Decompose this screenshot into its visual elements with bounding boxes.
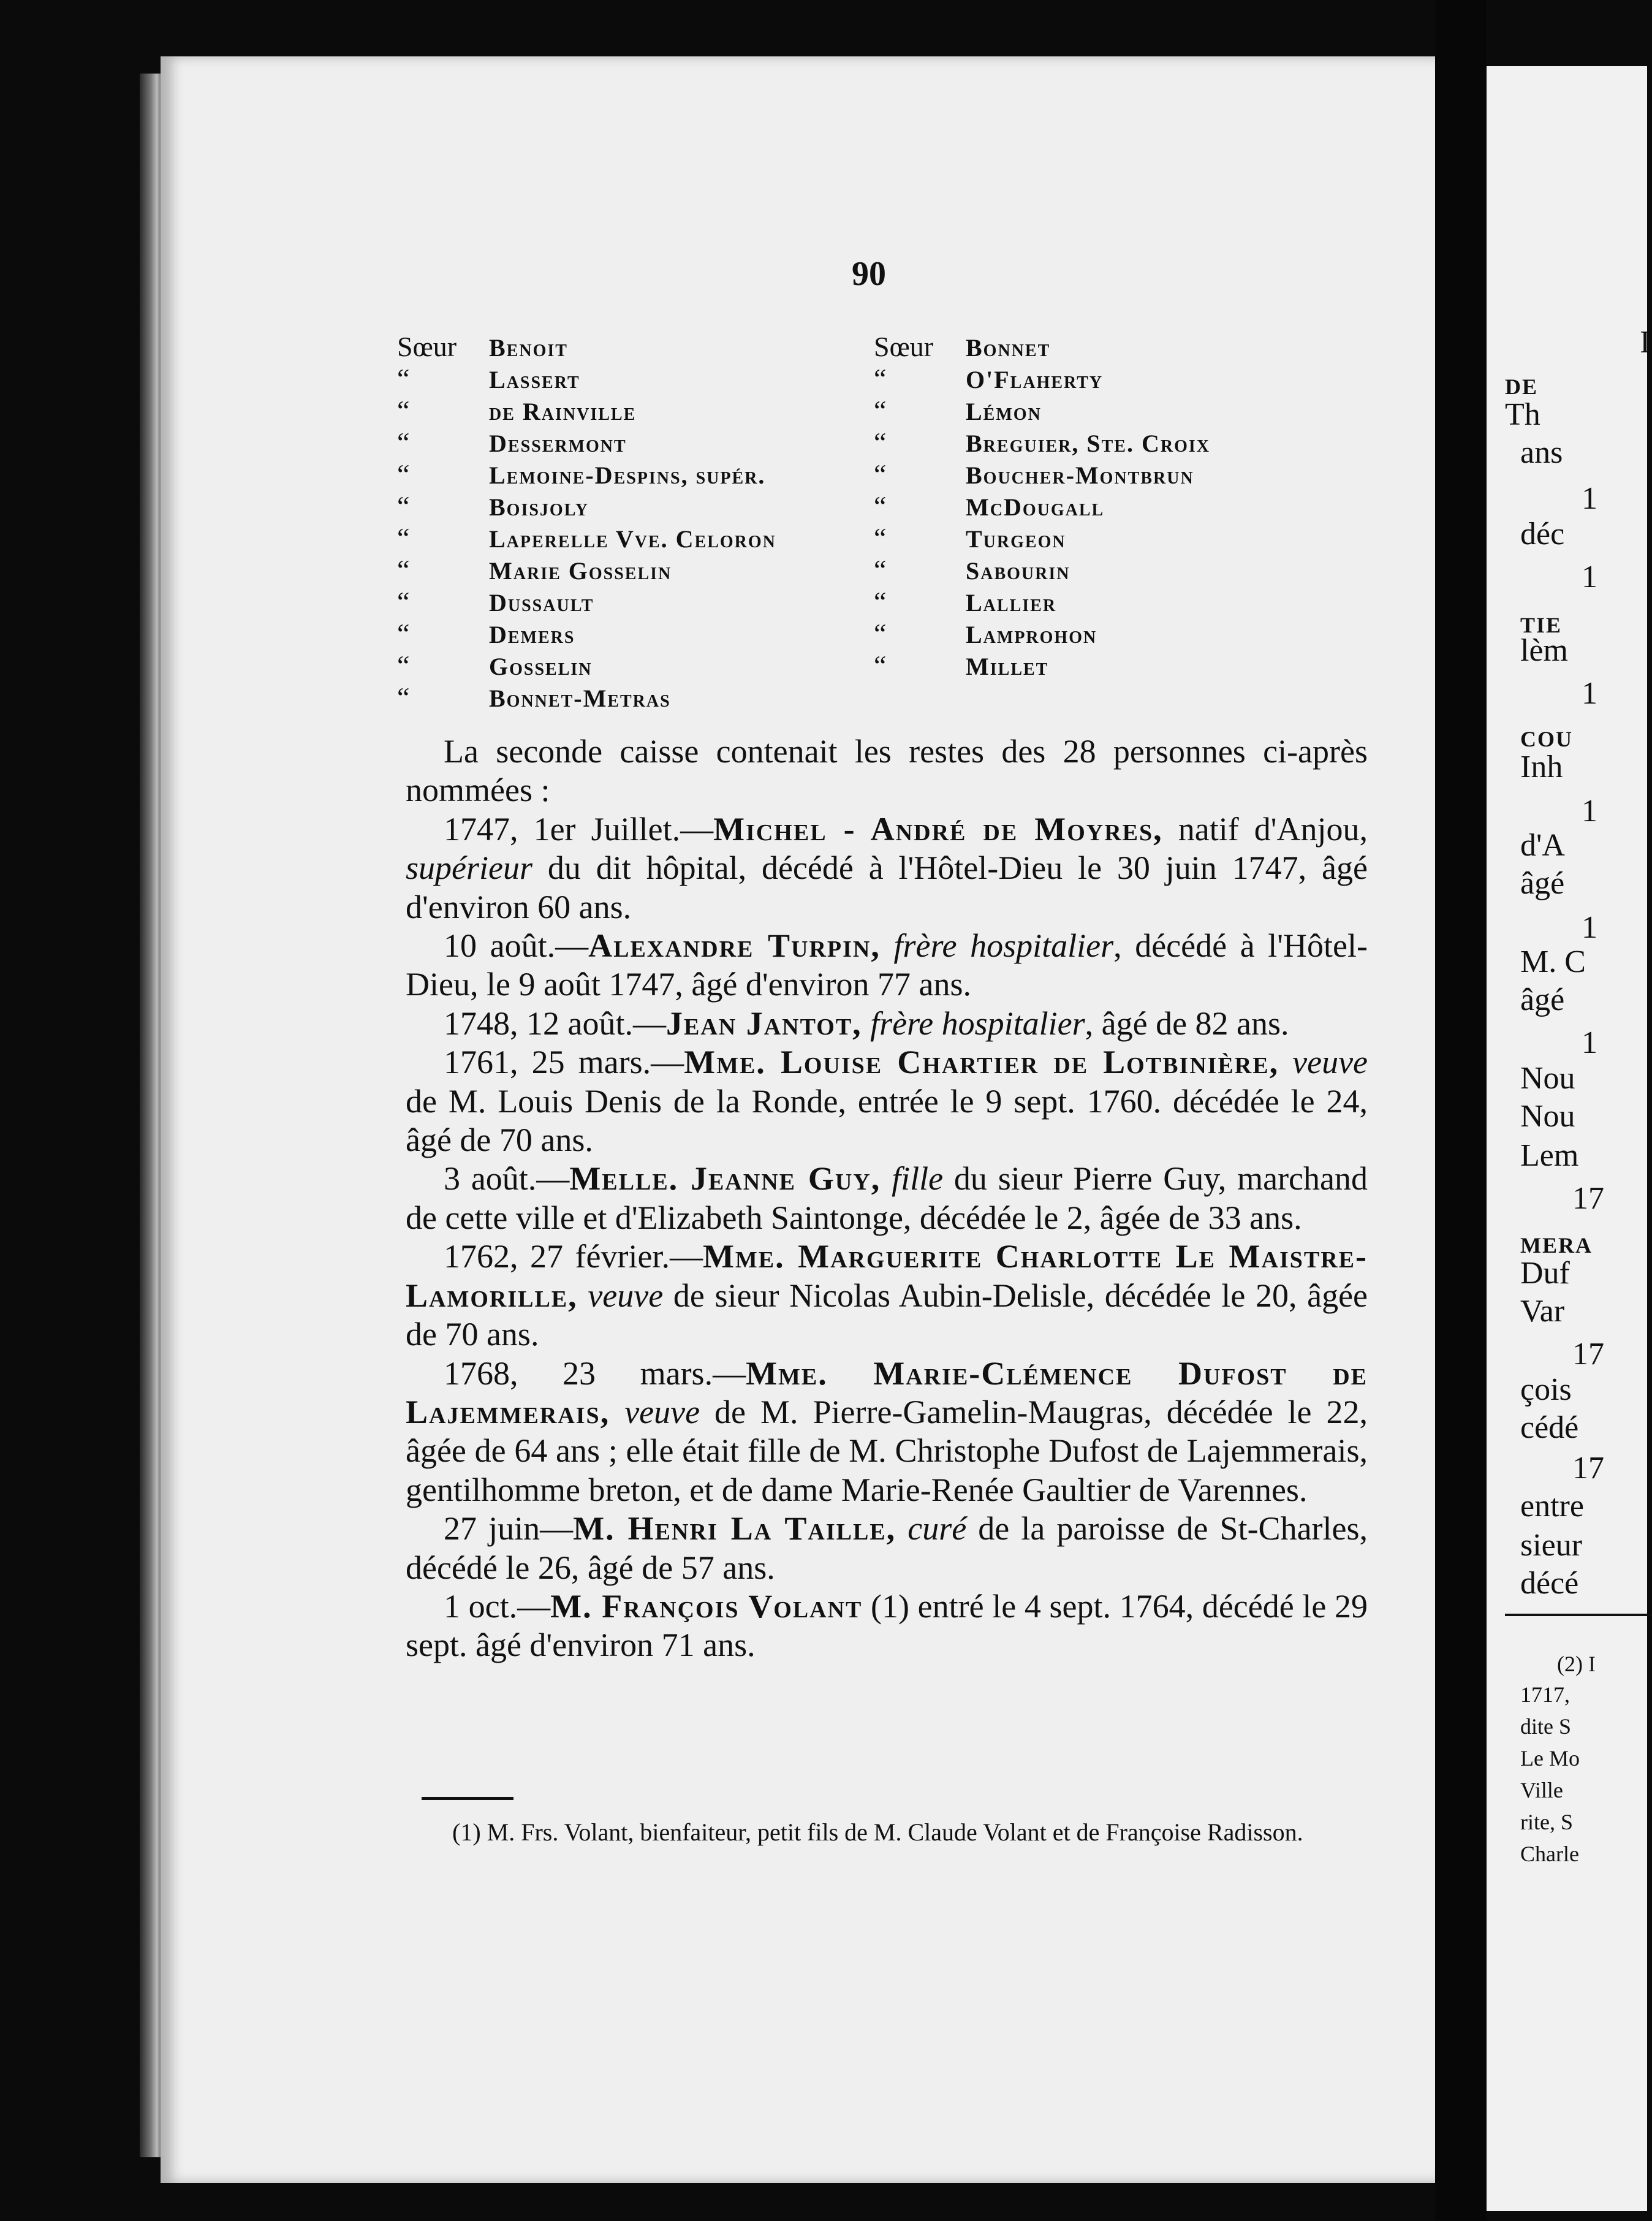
list-item bbox=[397, 554, 887, 586]
ditto-mark: “ bbox=[397, 586, 410, 617]
entry-text bbox=[881, 927, 894, 964]
entry-date: 27 juin— bbox=[444, 1510, 574, 1547]
right-footnote-fragment: Le Mo bbox=[1520, 1746, 1580, 1771]
entry-name: Alexandre Turpin, bbox=[588, 927, 881, 965]
right-page-fragment: ans bbox=[1520, 435, 1563, 470]
entry-text: de M. Louis Denis de la Ronde, entrée le 9 sept. 1760. décédée le 24, âgé de 70 ans. bbox=[406, 1082, 1368, 1159]
right-page-fragment: 17 bbox=[1572, 1181, 1604, 1216]
right-page-fragment: çois bbox=[1520, 1372, 1572, 1407]
right-page-fragment: DE bbox=[1505, 374, 1539, 399]
entry-text: du sieur Pierre Guy, marchand de cette ville et d'Elizabeth Saintonge, décédée le 2, âgée de 33 ans. bbox=[406, 1160, 1368, 1236]
entry-paragraph bbox=[406, 1587, 1368, 1665]
right-page-fragment: Duf bbox=[1520, 1256, 1570, 1291]
ditto-mark: “ bbox=[397, 395, 410, 426]
right-page-fragment: 1 bbox=[1582, 560, 1597, 594]
entry-text bbox=[578, 1277, 588, 1314]
list-item bbox=[874, 458, 1303, 490]
right-page-fragment: âgé bbox=[1520, 866, 1565, 901]
right-page-fragment: Var bbox=[1520, 1294, 1565, 1329]
entry-date: 1 oct.— bbox=[444, 1587, 551, 1625]
entry-text: , décédé à l'Hôtel-Dieu, le 9 août 1747, âgé d'environ 77 ans. bbox=[406, 927, 1368, 1003]
ditto-mark: “ bbox=[874, 586, 887, 617]
ditto-mark: “ bbox=[874, 395, 887, 426]
footnote: (1) M. Frs. Volant, bienfaiteur, petit fils de M. Claude Volant et de Françoise Radisson. bbox=[452, 1818, 1303, 1846]
nuns-list-right bbox=[874, 331, 1303, 681]
entry-name: M. Henri La Taille, bbox=[573, 1510, 896, 1547]
right-page-fragment: 1 bbox=[1582, 481, 1597, 516]
right-page-fragment: 1 bbox=[1582, 794, 1597, 829]
ditto-mark: “ bbox=[874, 363, 887, 394]
entry-date: 1761, 25 mars.— bbox=[444, 1044, 684, 1081]
ditto-mark: “ bbox=[397, 554, 410, 585]
entry-text: natif d'Anjou, bbox=[1162, 810, 1368, 848]
entry-text: de sieur Nicolas Aubin-Delisle, décédée le 20, âgée de 70 ans. bbox=[406, 1277, 1368, 1353]
ditto-mark: “ bbox=[397, 490, 410, 522]
right-page-fragment: décé bbox=[1520, 1566, 1579, 1601]
list-item bbox=[397, 363, 887, 395]
ditto-mark: “ bbox=[874, 427, 887, 458]
entry-role: fille bbox=[892, 1160, 944, 1198]
ditto-mark: “ bbox=[397, 458, 410, 490]
list-item bbox=[397, 586, 887, 618]
entry-text bbox=[896, 1510, 907, 1547]
list-mark: Sœur bbox=[397, 331, 457, 362]
entry-role: veuve bbox=[588, 1277, 664, 1314]
entry-paragraph bbox=[406, 1004, 1368, 1043]
entry-name: Mme. Louise Chartier de Lotbinière, bbox=[684, 1044, 1279, 1081]
ditto-mark: “ bbox=[397, 618, 410, 649]
ditto-mark: “ bbox=[874, 618, 887, 649]
list-item bbox=[874, 618, 1303, 650]
right-page-fragment: I bbox=[1640, 325, 1651, 360]
list-name: de Rainville bbox=[489, 398, 637, 425]
entry-name: Mme. Marie-Clémence Dufost de Lajemmerais, bbox=[406, 1354, 1368, 1430]
entry-role: veuve bbox=[624, 1393, 700, 1430]
entry-date: 10 août.— bbox=[444, 927, 589, 965]
entry-name: Mme. Marguerite Charlotte Le Maistre-Lamorille, bbox=[406, 1238, 1368, 1314]
list-item bbox=[874, 427, 1303, 458]
right-page-fragment: Nou bbox=[1520, 1099, 1575, 1134]
page-gutter bbox=[1435, 0, 1487, 2221]
right-page-fragment: déc bbox=[1520, 517, 1565, 552]
list-name: Demers bbox=[489, 621, 575, 648]
entry-text bbox=[1279, 1044, 1292, 1080]
ditto-mark: “ bbox=[874, 490, 887, 522]
entry-text: du dit hôpital, décédé à l'Hôtel-Dieu le 30 juin 1747, âgé d'environ 60 ans. bbox=[406, 849, 1368, 925]
entry-text bbox=[610, 1394, 624, 1430]
list-item bbox=[397, 522, 887, 554]
list-item bbox=[874, 650, 1303, 681]
body-text bbox=[406, 732, 1368, 1665]
right-page-fragment: 1 bbox=[1582, 676, 1597, 711]
entry-role: frère hospitalier bbox=[893, 927, 1114, 965]
ditto-mark: “ bbox=[397, 427, 410, 458]
list-name: Lemoine-Despins, supér. bbox=[489, 461, 766, 489]
right-page-fragment: M. C bbox=[1520, 944, 1586, 979]
list-name: McDougall bbox=[966, 493, 1105, 521]
list-name: Boucher-Montbrun bbox=[966, 461, 1194, 489]
right-page-fragment: MERA bbox=[1520, 1233, 1593, 1258]
entry-date: 3 août.— bbox=[444, 1160, 570, 1198]
list-name: Laperelle Vve. Celoron bbox=[489, 525, 776, 553]
entry-text: de M. Pierre-Gamelin-Maugras, décédée le 22, âgée de 64 ans ; elle était fille de M. Christophe Dufost de Lajemmerais, gentilhomme breton, et de dame Marie-Renée Gaultier de Varennes. bbox=[406, 1393, 1368, 1508]
list-item bbox=[397, 458, 887, 490]
list-item bbox=[397, 427, 887, 458]
right-page bbox=[1487, 66, 1651, 2211]
right-page-fragment: 17 bbox=[1572, 1451, 1604, 1486]
list-name: Sabourin bbox=[966, 557, 1070, 585]
right-footnote-fragment: Ville bbox=[1520, 1778, 1563, 1802]
entry-paragraph bbox=[406, 1237, 1368, 1354]
right-page-fragment: Lem bbox=[1520, 1138, 1579, 1173]
ditto-mark: “ bbox=[874, 554, 887, 585]
entry-date: 1747, 1er Juillet.— bbox=[444, 810, 714, 848]
list-item bbox=[874, 490, 1303, 522]
ditto-mark: “ bbox=[397, 681, 410, 713]
entry-text: (1) entré le 4 sept. 1764, décédé le 29 sept. âgé d'environ 71 ans. bbox=[406, 1587, 1368, 1664]
right-page-fragment: 17 bbox=[1572, 1337, 1604, 1372]
list-item bbox=[397, 681, 887, 713]
list-item bbox=[397, 650, 887, 681]
list-item bbox=[874, 331, 1303, 363]
right-footnote-fragment: dite S bbox=[1520, 1714, 1572, 1739]
list-name: Bonnet bbox=[966, 334, 1051, 362]
list-name: Lamprohon bbox=[966, 621, 1097, 648]
list-item bbox=[397, 331, 887, 363]
entry-role: supérieur bbox=[406, 849, 532, 887]
entry-date: 1748, 12 août.— bbox=[444, 1004, 666, 1042]
list-item bbox=[874, 554, 1303, 586]
entry-name: Michel - André de Moyres, bbox=[713, 810, 1163, 848]
ditto-mark: “ bbox=[397, 522, 410, 553]
footnote-divider bbox=[422, 1797, 513, 1800]
entry-name: Jean Jantot, bbox=[665, 1004, 862, 1042]
entry-paragraph bbox=[406, 810, 1368, 927]
list-item bbox=[874, 586, 1303, 618]
right-page-fragment: Inh bbox=[1520, 750, 1563, 784]
entry-name: M. François Volant bbox=[550, 1587, 863, 1625]
entry-date: 1762, 27 février.— bbox=[444, 1238, 703, 1275]
ditto-mark: “ bbox=[874, 458, 887, 490]
right-page-fragment: Th bbox=[1505, 397, 1540, 432]
right-page-fragment: âgé bbox=[1520, 982, 1565, 1017]
paragraph-intro: La seconde caisse contenait les restes des 28 personnes ci-après nommées : bbox=[406, 733, 1368, 809]
right-footnote-fragment: 1717, bbox=[1520, 1682, 1570, 1707]
entry-paragraph bbox=[406, 1354, 1368, 1510]
entry-text bbox=[862, 1005, 871, 1042]
right-footnote-fragment: Charle bbox=[1520, 1842, 1579, 1866]
right-page-fragment: d'A bbox=[1520, 828, 1565, 863]
right-page-fragment: sieur bbox=[1520, 1528, 1583, 1563]
entry-paragraph bbox=[406, 1509, 1368, 1587]
right-page-fragment: Nou bbox=[1520, 1061, 1575, 1096]
entry-text: de la paroisse de St-Charles, décédé le 26, âgé de 57 ans. bbox=[406, 1510, 1368, 1586]
ditto-mark: “ bbox=[397, 650, 410, 681]
list-name: Dessermont bbox=[489, 430, 627, 457]
list-name: Marie Gosselin bbox=[489, 557, 672, 585]
ditto-mark: “ bbox=[397, 363, 410, 394]
list-name: Gosselin bbox=[489, 653, 593, 680]
list-name: Benoit bbox=[489, 334, 568, 362]
entry-name: Melle. Jeanne Guy, bbox=[569, 1160, 881, 1198]
nuns-list-left bbox=[397, 331, 887, 713]
right-footnote-divider bbox=[1505, 1614, 1652, 1616]
list-name: Lassert bbox=[489, 366, 580, 393]
entry-paragraph bbox=[406, 1160, 1368, 1237]
list-item bbox=[397, 490, 887, 522]
list-name: Bonnet-Metras bbox=[489, 685, 671, 712]
right-footnote-fragment: (2) I bbox=[1557, 1652, 1596, 1676]
right-footnote-fragment: rite, S bbox=[1520, 1810, 1573, 1834]
list-name: Boisjoly bbox=[489, 493, 589, 521]
ditto-mark: “ bbox=[874, 650, 887, 681]
entry-paragraph bbox=[406, 927, 1368, 1004]
list-item bbox=[874, 522, 1303, 554]
list-name: Turgeon bbox=[966, 525, 1066, 553]
right-page-fragment: 1 bbox=[1582, 910, 1597, 945]
entry-role: veuve bbox=[1292, 1044, 1368, 1081]
entry-paragraph bbox=[406, 1043, 1368, 1160]
list-mark: Sœur bbox=[874, 331, 934, 362]
entry-role: frère hospitalier bbox=[870, 1004, 1085, 1042]
entry-date: 1768, 23 mars.— bbox=[444, 1354, 746, 1392]
list-name: O'Flaherty bbox=[966, 366, 1104, 393]
right-page-fragment: COU bbox=[1520, 727, 1573, 751]
list-item bbox=[397, 618, 887, 650]
list-name: Lallier bbox=[966, 589, 1057, 617]
list-item bbox=[874, 363, 1303, 395]
list-name: Breguier, Ste. Croix bbox=[966, 430, 1210, 457]
ditto-mark: “ bbox=[874, 522, 887, 553]
right-page-fragment: entre bbox=[1520, 1489, 1584, 1524]
entry-text bbox=[881, 1160, 892, 1197]
list-item bbox=[874, 395, 1303, 427]
list-name: Lémon bbox=[966, 398, 1042, 425]
right-page-fragment: lèm bbox=[1520, 633, 1568, 668]
right-page-fragment: 1 bbox=[1582, 1025, 1597, 1060]
right-page-fragment: cédé bbox=[1520, 1410, 1579, 1445]
list-name: Dussault bbox=[489, 589, 594, 617]
entry-text: , âgé de 82 ans. bbox=[1085, 1004, 1289, 1042]
list-name: Millet bbox=[966, 653, 1049, 680]
entry-role: curé bbox=[907, 1510, 967, 1547]
list-item bbox=[397, 395, 887, 427]
page-number: 90 bbox=[852, 255, 886, 293]
right-page-fragment: TIE bbox=[1520, 613, 1563, 637]
